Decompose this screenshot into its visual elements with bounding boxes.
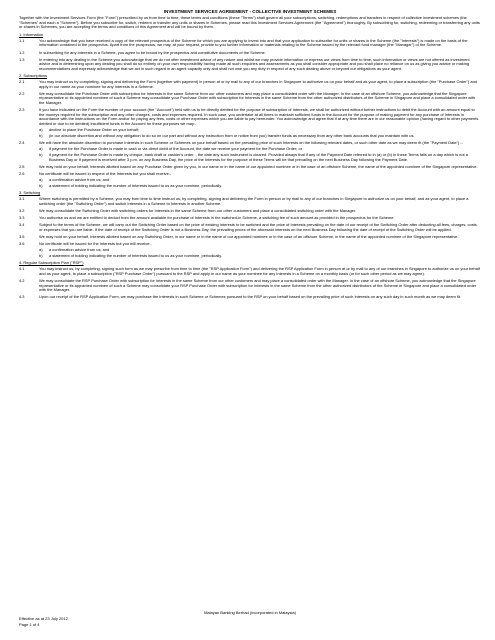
clause-number: 2.5 [19, 163, 25, 169]
sub-clause [39, 134, 481, 139]
clause-body [39, 235, 481, 240]
clause-body [39, 209, 481, 214]
clause-body [39, 141, 481, 162]
clause-text: In entering into any dealing in the Scheme you acknowledge that we do not offer investment advice of any nature and whilst we may provide information or express our views from time to time, such information or views are not offered as investment advice and in determining upon any dealing you shall do so entirely on your own responsibility having made all such enquiries and assessments as you shall consider appropriate and you shall place no reliance on us as giving you advice or making recommendations and expressly acknowledge that we act in such regard in an agent capacity only and shall not owe you any duty in respect of any such dealing above or beyond our obligations as your agent. [39, 56, 470, 71]
clause [19, 267, 481, 276]
section-heading: 3. Switching [19, 190, 41, 196]
section-heading: 2. Subscriptions [19, 72, 48, 78]
clause-body [39, 51, 481, 56]
clause-number: 4.1 [19, 266, 25, 272]
clause-body [39, 295, 481, 300]
clause [19, 197, 481, 206]
section-heading: 1. Information [19, 31, 44, 37]
clause [19, 165, 481, 170]
clause-text: No certificate will be issued in respect of the Interests but you shall receive:- [39, 171, 172, 177]
clause-number: 1.2 [19, 49, 25, 55]
clause [19, 80, 481, 89]
clause-number: 3.1 [19, 196, 25, 202]
clause-body [39, 58, 481, 72]
sub-clause [39, 128, 481, 133]
sub-clause [39, 147, 481, 152]
clause-text: You may instruct us by completing, signing and delivering the Form (together with payment) in person at or by mail to any of our branches in Singapore to authorize us on your behalf and as your agent, to place a subscription (the "Purchase Order") and apply in our name as your nominee for any Interests in a Scheme. [39, 79, 477, 89]
clause [19, 58, 481, 72]
clause-body [39, 172, 481, 189]
clause-text: We may hold on your behalf, Interests allotted based on any Purchase Order given by you, in our name or in the name of our appointed nominee or in the case of an offshore Scheme, the name of the appointed nominee of the Singapore representative. [39, 163, 478, 169]
clause-text: We may consolidate the RSP Purchase Order with subscription for Interests in the same Scheme from our other customers and may place a consolidated order with the Manager. In the case of an offshore Scheme, you acknowledge that the Singapore representative or its appointed nominee of such a Scheme may consolidate your RSP Purchase Order with subscription for Interests in the same Scheme from the other authorized distributors of the Scheme in Singapore and place a consolidated order with the Manager. [39, 278, 477, 293]
clause-body [39, 165, 481, 170]
clause [19, 39, 481, 48]
sub-clause-text: if payment for the Purchase Order is made in cash or via direct debit of the Account, the date we receive your payment for the Purchase Order; or [49, 146, 303, 152]
clause-body [39, 216, 481, 221]
clause-text: Subject to the terms of the Scheme, we will carry out the Switching Order based on the price of existing Interests to be switched and the price of Interests prevailing on the date of our receipt of the Switching Order after deducting all fees, charges, costs or expenses that you are liable. If the date of receipt of the Switching Order is not a Business Day, the prevailing prices of the aforesaid Interests on the next Business Day following the date of receipt of the Switching Order will be applied. [39, 222, 477, 232]
sub-clause-letter: b) [39, 152, 43, 158]
clause-body [39, 279, 481, 293]
clause [19, 279, 481, 293]
clause-body [39, 267, 481, 276]
sub-clause-text: decline to place the Purchase Order on your behalf; [49, 126, 139, 132]
clause [19, 172, 481, 189]
clause-body [39, 92, 481, 106]
clause-body [39, 223, 481, 232]
clause [19, 141, 481, 162]
footer-page-number: Page 1 of 4 [19, 622, 40, 627]
sub-clause-letter: a) [39, 146, 43, 152]
sub-clause-letter: b) [39, 183, 43, 189]
clause [19, 235, 481, 240]
clause-number: 1.3 [19, 56, 25, 62]
clause-number: 3.2 [19, 208, 25, 214]
clause-body [39, 108, 481, 139]
sub-clause-letter: b) [39, 132, 43, 138]
sub-clause [39, 184, 481, 189]
clause-number: 1.1 [19, 37, 25, 43]
intro-paragraph: Together with the Investment Services Form (the "Form") prescribed by us from time to time, these terms and conditions (these "Terms") shall govern all your subscriptions, switching, redemptions and transfers in respect of collective investment schemes (the "Schemes" and each a "Scheme"). Before you subscribe for, switch, redeem or transfer any units or shares in Schemes, please read this Investment Services Agreement (the "Agreement") thoroughly. By subscribing for, switching, redeeming or transferring any units or shares in Schemes, you are accepting the terms and conditions of this Agreement and will be bound by them. [19, 15, 480, 30]
sub-clause-text: a statement of holding indicating the number of Interests issued to us as your nominee, periodically. [49, 183, 223, 189]
section-heading: 4. Regular Subscription Plan ("RSP") [19, 260, 84, 266]
sub-clause [39, 153, 481, 162]
clause-text: You acknowledge that you have received a copy of the relevant prospectus of the Scheme for which you are applying to invest into and that your application to subscribe for units or shares in the Scheme (the "Interests") is made on the basis of the information contained in the prospectus. Apart from the prospectus, we may, at your request, provide to you further information or materials relating to the Scheme issued by the relevant fund manager (the "Manager") of the Scheme. [39, 37, 468, 48]
sections-container [19, 33, 481, 300]
clause-number: 2.3 [19, 107, 25, 112]
clause-text: No certificate will be issued for the Interests but you will receive:- [39, 241, 152, 247]
clause-number: 3.5 [19, 233, 25, 239]
clause [19, 242, 481, 259]
clause [19, 108, 481, 139]
clause-text: We may consolidate the Switching Order with switching orders for Interests in the same Scheme from our other customers and place a consolidated switching order with the Manager. [39, 208, 357, 214]
footer-company: Malayan Banking Berhad (incorporated in Malaysia) [204, 610, 296, 615]
clause-number: 3.4 [19, 222, 25, 228]
clause-text: Where switching is permitted by a Scheme, you may from time to time instruct us, by completing, signing and delivering the Form in person or by mail to any of our branches in Singapore to authorize us on your behalf, and as your agent, to place a switching order (the "Switching Order") and switch Interests in a Scheme to Interests in another Scheme. [39, 196, 469, 206]
clause [19, 216, 481, 221]
sub-clause-letter: a) [39, 247, 43, 253]
sub-clause-letter: b) [39, 253, 43, 259]
clause [19, 51, 481, 56]
clause-number: 2.4 [19, 140, 25, 146]
sub-clause-text: a confirmation advice from us; and [49, 247, 110, 253]
sub-clause-text: a confirmation advice from us; and [49, 177, 110, 183]
sub-clause [39, 178, 481, 183]
sub-clause [39, 254, 481, 259]
sub-clause-text: if payment for the Purchase Order is made by cheque, bank draft or cashier's order, , the date any such instrument is cleared. Provided always that if any of the Payment Date referred to in (a) or (b) in these Terms falls on a day which is not a Business Day or if payment is received after 3 p.m. on any Business Day, the price of the Interests for the purpose of these Terms will be that prevailing on the next Business Day following the Payment Date. [49, 152, 468, 162]
clause [19, 295, 481, 300]
clause-number: 3.3 [19, 215, 25, 221]
clause-body [39, 80, 481, 89]
clause-text: If you have indicated on the Form the number of your account (the "Account") held with us to be directly debited for the purpose of subscription of Interests, we shall be authorized without further instructions to debit the Account with an amount equal to the moneys required for the subscription and any other charges, costs and expenses required. In such case, you undertake at all times to maintain sufficient funds in the Account for the purpose of making payment for any purchase of Interests in accordance with the instructions on the Form and/or for paying any fees, costs or other expenses which you are liable to pay hereunder. You acknowledge and agree that if at any time there are in our reasonable opinion (having regard to other payments debited or due to be debited) insufficient funds in the Account for these purposes we may:- [39, 107, 479, 126]
clause-body [39, 197, 481, 206]
clause-body [39, 242, 481, 259]
clause [19, 223, 481, 232]
clause-text: We will have the absolute discretion to purchase Interests in such Scheme or Schemes on your behalf based on the prevailing price of such Interests on the following relevant dates, or such other date as we may deem fit (the "Payment Date") :- [39, 140, 463, 146]
sub-clause [39, 248, 481, 253]
clause-number: 4.3 [19, 294, 25, 300]
sub-clause-text: a statement of holding indicating the number of Interests issued to us as your nominee, periodically. [49, 253, 223, 259]
sub-clause-letter: a) [39, 177, 43, 183]
clause-text: In subscribing for any Interests in a Scheme, you agree to be bound by the prospectus and constitutive documents of the Scheme. [39, 49, 266, 55]
clause-number: 4.2 [19, 278, 25, 284]
document-title: INVESTMENT SERVICES AGREEMENT - COLLECTIVE INVESTMENT SCHEMES [163, 9, 337, 14]
sub-clause-letter: a) [39, 126, 43, 132]
clause-text: You may instruct us, by completing, signing such form as we may prescribe from time to time (the "RSP Application Form") and delivering the RSP Application Form in person at or by mail to any of our branches in Singapore to authorize us on your behalf and as your agent, to place a subscription ("RSP Purchase Order") pursuant to the RSP and apply in our name as your nominee for any Interests in a Scheme on a monthly basis (or for such other period as we may agree). [39, 266, 480, 277]
clause-text: You authorise us and we are entitled to deduct from the amount available for purchase of Interests in the switched-in Scheme, a switching fee of such amount as provided in the prospectus for the Scheme. [39, 215, 395, 221]
clause-number: 2.1 [19, 79, 25, 85]
clause-number: 3.6 [19, 241, 25, 247]
clause-text: Upon our receipt of the RSP Application Form, we may purchase the Interests in such Scheme or Schemes pursuant to the RSP on your behalf based on the prevailing price of such Interests on any such day in such month as we may deem fit. [39, 294, 462, 300]
page-footer [19, 610, 481, 628]
clause-number: 2.6 [19, 171, 25, 177]
sub-clause-text: (in our absolute discretion and without any obligation to do so on our part and without any instruction from or notice from you) transfer funds as necessary from any other bank accounts that you maintain with us. [49, 132, 415, 138]
clause [19, 209, 481, 214]
clause-number: 2.2 [19, 90, 25, 96]
clause [19, 92, 481, 106]
clause-body [39, 39, 481, 48]
clause-text: We may hold on your behalf, Interests allotted based on any Switching Order, in our name or in the name of our appointed nominee or in the case of an offshore Scheme, in the name of the appointed nominee of the Singapore representative. [39, 233, 459, 239]
clause-text: We may consolidate the Purchase Order with subscription for Interests in the same Scheme from our other customers and may place a consolidated order with the Manager. In the case of an offshore Scheme, you acknowledge that the Singapore representative or its appointed nominee of such a Scheme may consolidate your Purchase Order with subscription for Interests in the same Scheme from the other authorized distributors of the Scheme in Singapore and place a consolidated order with the Manager. [39, 90, 476, 105]
footer-effective-date: Effective as at 23 July 2012 [19, 616, 68, 621]
